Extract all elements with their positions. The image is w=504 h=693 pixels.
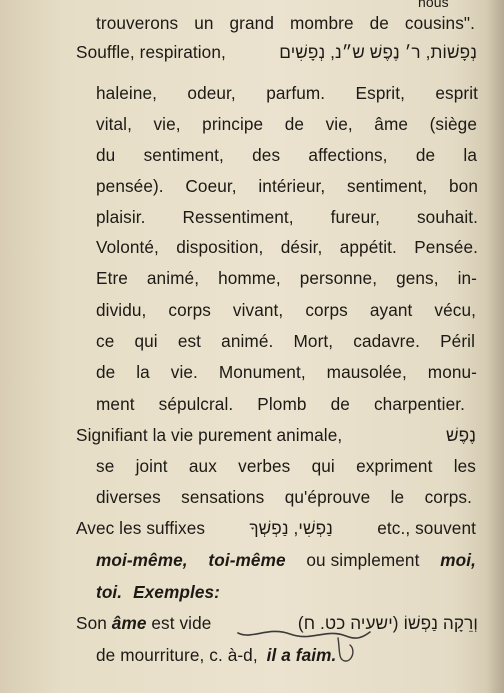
text-line-18-italic-1: moi-même, — [96, 550, 188, 570]
text-line-20-french — [76, 613, 211, 633]
top-fragment: nous — [418, 0, 449, 10]
text-line-21-italic: il a faim. — [266, 645, 337, 665]
text-line-20-word-vide: est vide — [151, 613, 212, 633]
text-line-14-french: Signifiant la vie purement animale, — [76, 425, 343, 445]
text-line-12: de la vie. Monument, mausolée, monu- — [96, 362, 477, 382]
text-line-15: se joint aux verbes qui expriment les — [96, 456, 476, 476]
text-line-14 — [76, 425, 476, 445]
text-line-2-french: Souffle, respiration, — [76, 42, 226, 62]
text-line-18-italic-2: toi-même — [208, 550, 286, 570]
text-line-16: diverses sensations qu'éprouve le corps. — [96, 487, 472, 507]
text-line-9: Etre animé, homme, personne, gens, in- — [96, 268, 477, 288]
text-line-1: trouverons un grand mombre de cousins". — [96, 13, 475, 33]
text-line-10: dividu, corps vivant, corps ayant vécu, — [96, 300, 476, 320]
text-line-19 — [96, 582, 220, 602]
text-line-2-hebrew: נְפָשׁוֹת, ר׳ נֶפֶשׁ ש״נ, נְפָשִׁים — [279, 42, 477, 62]
text-line-20-word-ame: âme — [111, 613, 147, 633]
text-line-17-hebrew: נַפְשִׁי, נַפְשְׁךָ — [249, 518, 333, 538]
text-line-20 — [76, 613, 478, 633]
page-edge-shadow — [486, 0, 504, 693]
text-line-17 — [76, 518, 476, 538]
text-line-13: ment sépulcral. Plomb de charpentier. — [96, 394, 465, 414]
text-line-20-hebrew: וְרֵקָה נַפְשׁוֹ (ישעיה כט. ח) — [297, 613, 478, 633]
text-line-3: haleine, odeur, parfum. Esprit, esprit — [96, 83, 478, 103]
text-line-2 — [76, 42, 477, 62]
text-line-11: ce qui est animé. Mort, cadavre. Péril — [96, 331, 475, 351]
text-line-21 — [96, 645, 336, 665]
text-line-17-french: Avec les suffixes — [76, 518, 206, 538]
text-line-4: vital, vie, principe de vie, âme (siège — [96, 114, 477, 134]
text-line-8: Volonté, disposition, désir, appétit. Pensée. — [96, 237, 478, 257]
text-line-18-plain: ou simplement — [306, 550, 420, 570]
text-line-14-hebrew: נֶפֶשׁ — [445, 425, 476, 445]
text-line-21-plain: de mourriture, c. à-d, — [96, 645, 258, 665]
text-line-18-italic-3: moi, — [440, 550, 476, 570]
text-line-19-italic-1: toi. — [96, 582, 123, 602]
text-line-18 — [96, 550, 476, 570]
text-line-6: pensée). Coeur, intérieur, sentiment, bon — [96, 176, 478, 196]
text-line-5: du sentiment, des affections, de la — [96, 145, 477, 165]
text-line-19-italic-2: Exemples: — [133, 582, 220, 602]
text-line-20-word-son: Son — [76, 613, 107, 633]
text-line-7: plaisir. Ressentiment, fureur, souhait. — [96, 207, 478, 227]
text-line-17-french-end: etc., souvent — [377, 518, 476, 538]
